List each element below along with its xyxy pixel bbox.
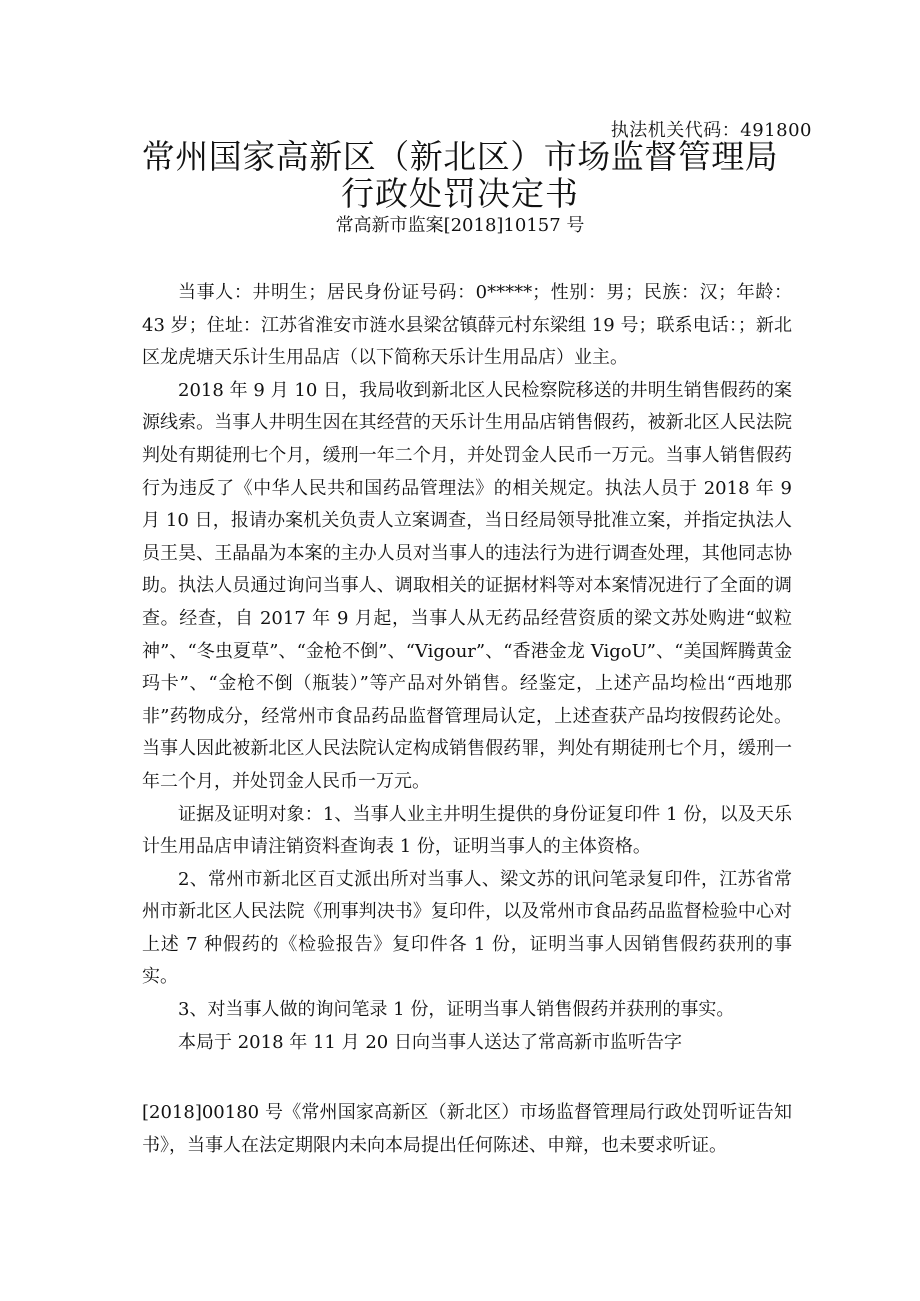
document-title: 常州国家高新区（新北区）市场监督管理局 [141, 137, 779, 176]
paragraph-party-info: 当事人：井明生；居民身份证号码：0*****；性别：男；民族：汉；年龄：43 岁；住址：江苏省淮安市涟水县梁岔镇薛元村东梁组 19 号；联系电话：；新北区龙虎塘天乐计生用品店（以下简称天乐计生用品店）业主。 [142, 282, 792, 369]
paragraph-evidence-2: 2、常州市新北区百丈派出所对当事人、梁文苏的讯问笔录复印件，江苏省常州市新北区人民法院《刑事判决书》复印件，以及常州市食品药品监督检验中心对上述 7 种假药的《检验报告》复印件各 1 份，证明当事人因销售假药获刑的事实。 [142, 868, 792, 988]
paragraph-notice: 本局于 2018 年 11 月 20 日向当事人送达了常高新市监听告字 [178, 1031, 682, 1053]
paragraph-notice-continued: [2018]00180 号《常州国家高新区（新北区）市场监督管理局行政处罚听证告知书》，当事人在法定期限内未向本局提出任何陈述、申辩，也未要求听证。 [142, 1102, 792, 1156]
paragraph-case-facts: 2018 年 9 月 10 日，我局收到新北区人民检察院移送的井明生销售假药的案源线索。当事人井明生因在其经营的天乐计生用品店销售假药，被新北区人民法院判处有期徒刑七个月，缓刑一年二个月，并处罚金人民币一万元。当事人销售假药行为违反了《中华人民共和国药品管理法》的相关规定。执法人员于 2018 年 9 月 10 日，报请办案机关负责人立案调查，当日经局领导批准立案，并指定执法人员王昊、王晶晶为本案的主办人员对当事人的违法行为进行调查处理，其他同志协助。执法人员通过询问当事人、调取相关的证据材料等对本案情况进行了全面的调查。经查，自 2017 年 9 月起，当事人从无药品经营资质的梁文苏处购进“蚁粒神”、“冬虫夏草”、“金枪不倒”、“Vigour”、“香港金龙 VigoU”、“美国辉腾黄金玛卡”、“金枪不倒（瓶装）”等产品对外销售。经鉴定，上述产品均检出“西地那非”药物成分，经常州市食品药品监督管理局认定，上述查获产品均按假药论处。当事人因此被新北区人民法院认定构成销售假药罪，判处有期徒刑七个月，缓刑一年二个月，并处罚金人民币一万元。 [142, 379, 792, 792]
agency-code: 执法机关代码：491800 [610, 120, 812, 141]
paragraph-evidence-1: 证据及证明对象：1、当事人业主井明生提供的身份证复印件 1 份，以及天乐计生用品店申请注销资料查询表 1 份，证明当事人的主体资格。 [142, 803, 792, 858]
case-number: 常高新市监案[2018]10157 号 [335, 215, 585, 236]
document-subtitle: 行政处罚决定书 [341, 174, 579, 213]
paragraph-evidence-3: 3、对当事人做的询问笔录 1 份，证明当事人销售假药并获刑的事实。 [178, 999, 735, 1021]
document-body-continued [142, 1097, 792, 1162]
document-body [142, 277, 792, 1059]
